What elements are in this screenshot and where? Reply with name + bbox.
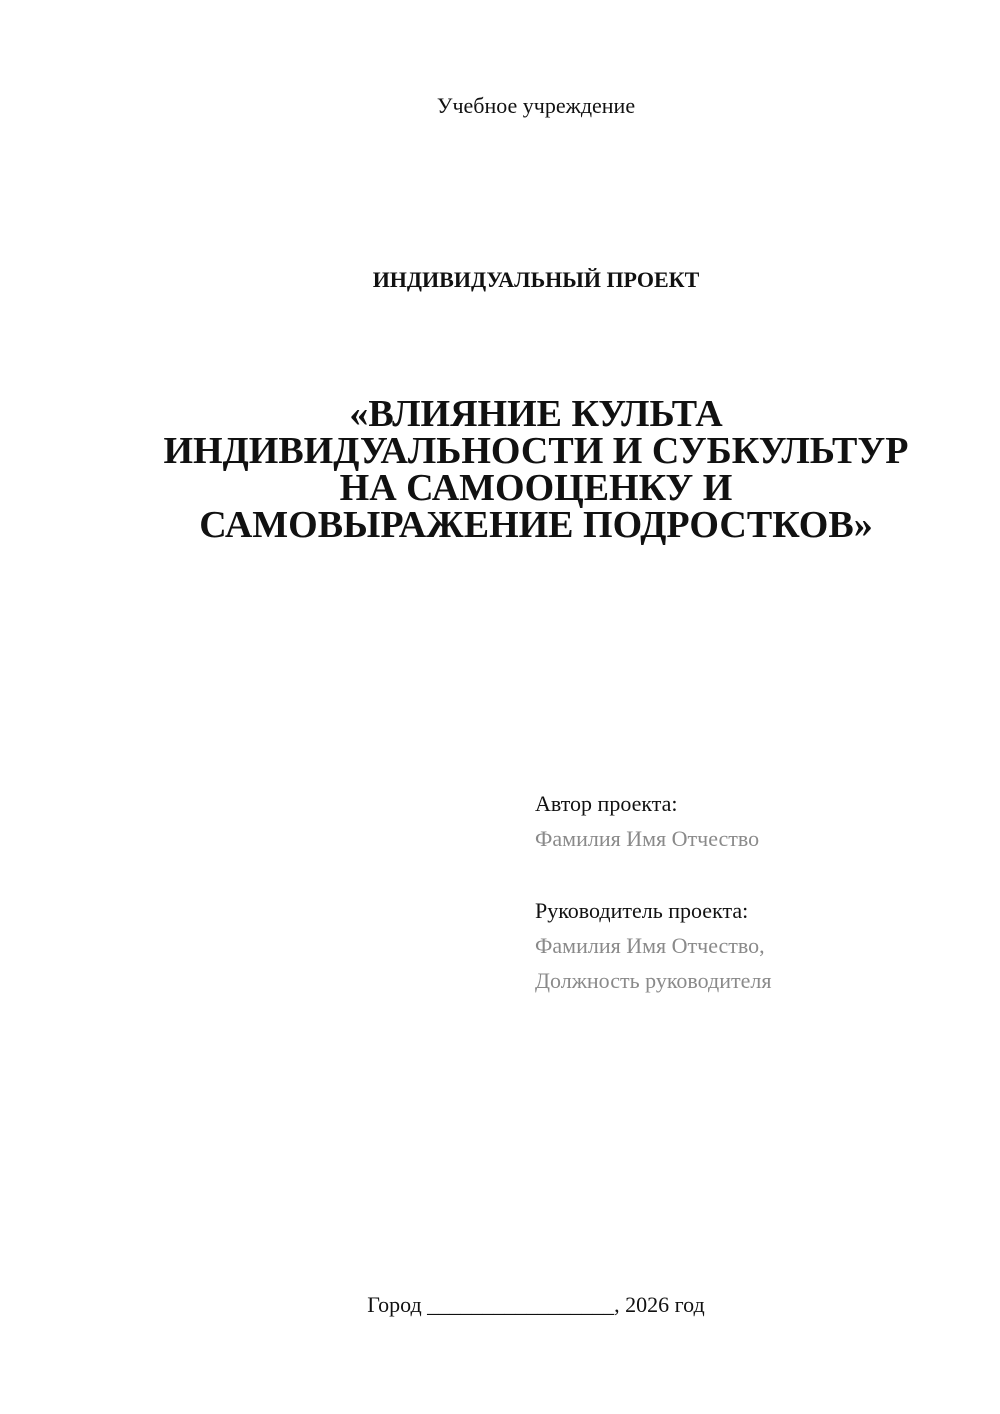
supervisor-label: Руководитель проекта: [535,898,749,923]
project-title-line: НА САМООЦЕНКУ И [339,467,733,509]
author-block [535,786,759,856]
project-title [100,393,972,546]
author-label: Автор проекта: [535,791,678,816]
institution-name: Учебное учреждение [436,93,636,118]
project-title-line: САМОВЫРАЖЕНИЕ ПОДРОСТКОВ» [199,504,873,546]
project-title-line: «ВЛИЯНИЕ КУЛЬТА [349,393,723,435]
supervisor-position-placeholder: Должность руководителя [535,968,772,993]
author-name-placeholder: Фамилия Имя Отчество [535,826,760,851]
supervisor-block [535,893,771,998]
document-type: ИНДИВИДУАЛЬНЫЙ ПРОЕКТ [372,267,700,292]
supervisor-name-placeholder: Фамилия Имя Отчество, [535,933,765,958]
project-title-line: ИНДИВИДУАЛЬНОСТИ И СУБКУЛЬТУР [163,430,909,472]
city-year-line: Город _________________, 2026 год [367,1292,705,1317]
